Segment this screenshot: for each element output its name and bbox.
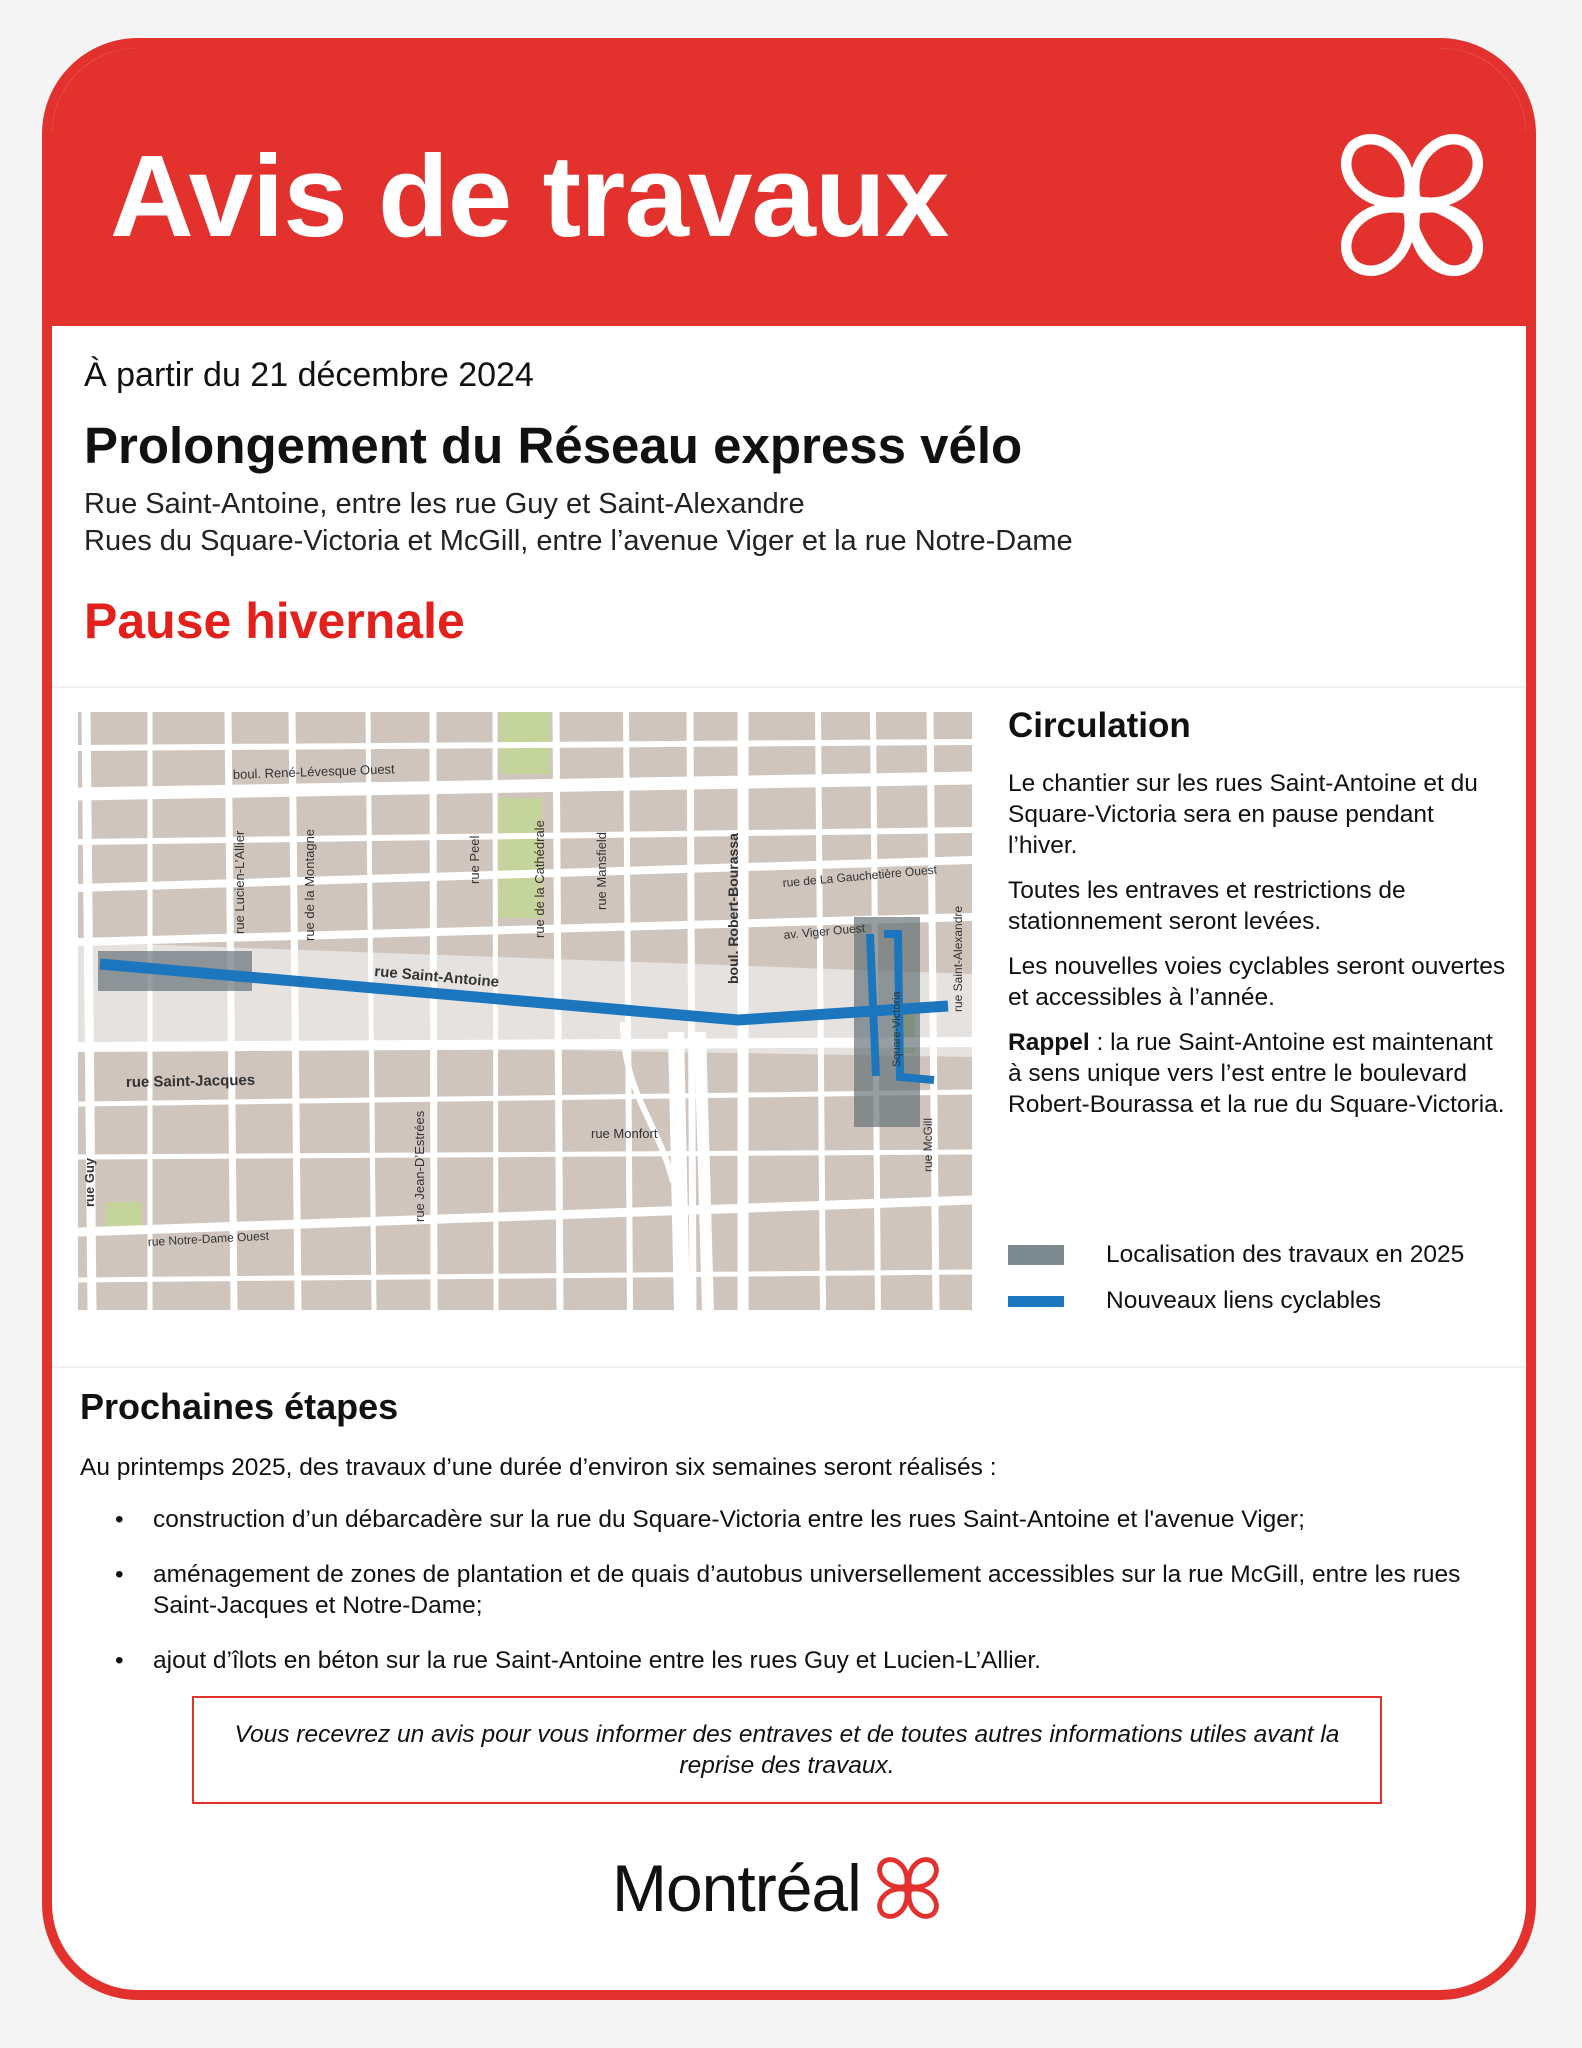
circulation-paragraph-3: Les nouvelles voies cyclables seront ouvertes et accessibles à l’année.: [1008, 953, 1506, 1011]
legend-works-label: Localisation des travaux en 2025: [1106, 1241, 1465, 1268]
list-item: • construction d’un débarcadère sur la rue du Square-Victoria entre les rues Saint-Antoine et l'avenue Viger;: [80, 1504, 1513, 1535]
map-label-robert-bourassa: boul. Robert-Bourassa: [725, 833, 741, 984]
list-item: • aménagement de zones de plantation et de quais d’autobus universellement accessibles sur la rue McGill, entre les rues Saint-Jacques et Notre-Dame;: [80, 1559, 1513, 1621]
map-label-viger: av. Viger Ouest: [783, 920, 866, 942]
map-label-peel: rue Peel: [467, 835, 482, 884]
map-label-gauchetiere: rue de La Gauchetière Ouest: [782, 862, 938, 890]
montreal-logo: [612, 1848, 949, 1928]
legend-bike-label: Nouveaux liens cyclables: [1106, 1287, 1382, 1314]
bike-swatch: [1008, 1296, 1064, 1307]
next-steps-heading: Prochaines étapes: [80, 1386, 399, 1427]
map-label-monfort: rue Monfort: [591, 1126, 658, 1141]
map-legend: [1008, 1232, 1464, 1324]
legend-bike: [1008, 1278, 1464, 1324]
page-title: Avis de travaux: [110, 131, 949, 261]
map-label-montagne: rue de la Montagne: [302, 828, 317, 941]
map-label-cathedrale: rue de la Cathédrale: [532, 820, 547, 938]
map-label-square-victoria: Square-Victoria: [891, 991, 903, 1067]
reminder-text: : la rue Saint-Antoine est maintenant à sens unique vers l’est entre le boulevard Robert-Bourassa et la rue du Square-Victoria.: [1008, 1029, 1505, 1118]
next-steps-intro: Au printemps 2025, des travaux d’une durée d’environ six semaines seront réalisés :: [80, 1454, 997, 1481]
reminder-label: Rappel: [1008, 1029, 1090, 1056]
map-label-saint-alexandre: rue Saint-Alexandre: [951, 905, 965, 1012]
project-location-2: Rues du Square-Victoria et McGill, entre l’avenue Viger et la rue Notre-Dame: [84, 525, 1073, 557]
circulation-paragraph-1: Le chantier sur les rues Saint-Antoine et du Square-Victoria sera en pause pendant l’hiver.: [1008, 770, 1478, 859]
notice-frame: [42, 38, 1536, 2000]
header-banner: [52, 48, 1526, 320]
map-label-guy: rue Guy: [82, 1157, 97, 1207]
map-label-notre-dame: rue Notre-Dame Ouest: [147, 1228, 270, 1249]
map-label-mansfield: rue Mansfield: [594, 831, 609, 910]
montreal-rosette-icon: [867, 1847, 949, 1929]
list-item: • ajout d’îlots en béton sur la rue Saint-Antoine entre les rues Guy et Lucien-L’Allier.: [80, 1645, 1513, 1676]
map-label-saint-jacques: rue Saint-Jacques: [125, 1071, 256, 1091]
montreal-wordmark: Montréal: [612, 1851, 861, 1925]
map-label-lucien: rue Lucien-L’Allier: [232, 830, 247, 934]
works-swatch: [1008, 1245, 1064, 1265]
legend-works: [1008, 1232, 1464, 1278]
circulation-paragraph-2: Toutes les entraves et restrictions de stationnement seront levées.: [1008, 877, 1406, 935]
map-label-saint-antoine: rue Saint-Antoine: [373, 963, 500, 991]
divider: [52, 686, 1526, 688]
project-location-1: Rue Saint-Antoine, entre les rue Guy et Saint-Alexandre: [84, 488, 805, 520]
circulation-section: [1008, 706, 1508, 1134]
work-area-map: [78, 712, 972, 1310]
montreal-rosette-icon: [1317, 110, 1507, 300]
status-heading: Pause hivernale: [84, 593, 465, 649]
circulation-heading: Circulation: [1008, 706, 1191, 745]
header-rule: [52, 320, 1526, 326]
next-steps-section: [80, 1386, 1510, 1700]
next-steps-list: [80, 1504, 1510, 1676]
map-label-rene-levesque: boul. René-Lévesque Ouest: [232, 761, 395, 782]
start-date: À partir du 21 décembre 2024: [84, 356, 534, 394]
divider: [52, 1366, 1526, 1368]
project-title: Prolongement du Réseau express vélo: [84, 417, 1023, 474]
map-label-mcgill: rue McGill: [921, 1117, 935, 1172]
map-label-jean-destrees: rue Jean-D’Estrées: [412, 1110, 427, 1222]
circulation-reminder: [1008, 1027, 1508, 1120]
notice-box: Vous recevrez un avis pour vous informer des entraves et de toutes autres informations utiles avant la reprise des travaux.: [192, 1696, 1382, 1804]
